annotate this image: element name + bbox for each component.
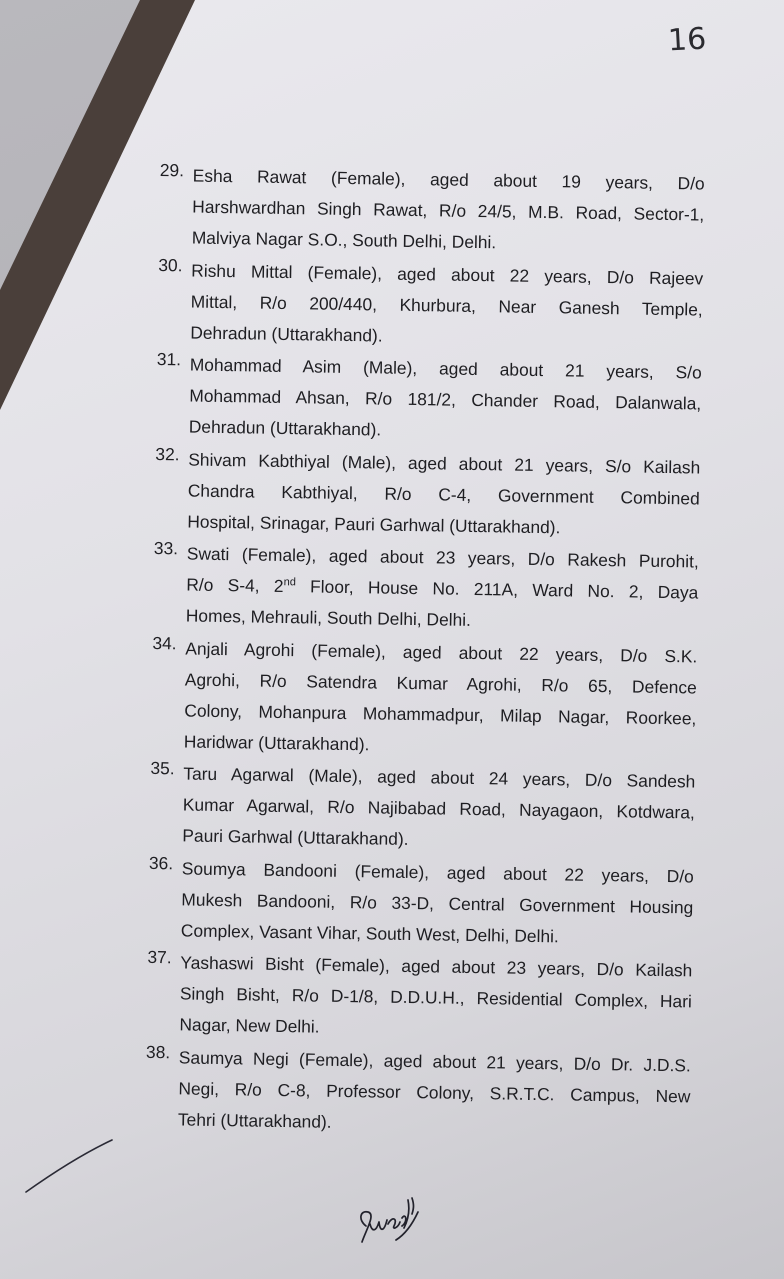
entry-line: Haridwar (Uttarakhand). xyxy=(183,730,370,754)
entry-line: Agrohi, R/o Satendra Kumar Agrohi, R/o 65, Defence xyxy=(184,668,697,697)
entry-line: Mohammad Ahsan, R/o 181/2, Chander Road, Dalanwala, xyxy=(189,385,702,414)
entry-line: Colony, Mohanpura Mohammadpur, Milap Nagar, Roorkee, xyxy=(184,699,697,728)
entry-number: 37. xyxy=(147,946,172,968)
list-item xyxy=(156,349,702,451)
list-item xyxy=(149,758,695,860)
entry-line-start: R/o S-4, 2 xyxy=(186,574,284,596)
entry-line: Pauri Garhwal (Uttarakhand). xyxy=(182,825,409,849)
entry-line: Swati (Female), aged about 23 years, D/o Rakesh Purohit, xyxy=(186,543,699,572)
entry-line: Homes, Mehrauli, South Delhi, Delhi. xyxy=(185,605,472,630)
entry-number: 31. xyxy=(156,348,182,370)
entry-line: Hospital, Srinagar, Pauri Garhwal (Uttarakhand). xyxy=(187,510,561,537)
page-number: 16 xyxy=(667,21,708,59)
entry-line: Kumar Agarwal, R/o Najibabad Road, Nayagaon, Kotdwara, xyxy=(182,794,695,823)
entry-line: Complex, Vasant Vihar, South West, Delhi, Delhi. xyxy=(180,919,559,946)
list-item xyxy=(148,852,694,954)
entry-number: 35. xyxy=(150,757,175,779)
entry-line: Chandra Kabthiyal, R/o C-4, Government Combined xyxy=(187,479,700,509)
entry-list xyxy=(145,160,705,1144)
entry-line: Taru Agarwal (Male), aged about 24 years, D/o Sandesh xyxy=(183,763,696,792)
entry-line: Singh Bisht, R/o D-1/8, D.D.U.H., Residential Complex, Hari xyxy=(179,983,693,1012)
entry-number: 29. xyxy=(159,160,185,181)
entry-line: Soumya Bandooni (Female), aged about 22 years, D/o xyxy=(181,857,694,886)
entry-line: Esha Rawat (Female), aged about 19 years, D/o xyxy=(192,165,705,194)
list-item xyxy=(159,160,705,262)
entry-line: Mohammad Asim (Male), aged about 21 years, S/o xyxy=(189,354,702,383)
entry-number: 34. xyxy=(152,632,177,653)
ordinal-superscript: nd xyxy=(283,576,296,589)
entry-line: Shivam Kabthiyal (Male), aged about 21 years, S/o Kailash xyxy=(188,448,701,478)
entry-number: 30. xyxy=(158,254,183,275)
entry-line: Dehradun (Uttarakhand). xyxy=(190,321,383,346)
entry-line: Yashaswi Bisht (Female), aged about 23 years, D/o Kailash xyxy=(180,952,693,981)
entry-line: Mittal, R/o 200/440, Khurbura, Near Ganesh Temple, xyxy=(190,291,703,320)
list-item xyxy=(145,1041,691,1143)
entry-line: Rishu Mittal (Female), aged about 22 years, D/o Rajeev xyxy=(191,260,704,289)
entry-number: 33. xyxy=(153,537,179,559)
list-item xyxy=(146,947,692,1049)
entry-line: Mukesh Bandooni, R/o 33-D, Central Government Housing xyxy=(181,888,694,917)
entry-number: 38. xyxy=(145,1041,171,1062)
entry-line: Tehri (Uttarakhand). xyxy=(177,1108,332,1132)
list-item xyxy=(153,538,699,640)
entry-number: 36. xyxy=(148,852,174,873)
list-item xyxy=(157,254,703,356)
entry-line: Saumya Negi (Female), aged about 21 years, D/o Dr. J.D.S. xyxy=(178,1046,692,1075)
list-item xyxy=(154,443,700,545)
entry-line: Malviya Nagar S.O., South Delhi, Delhi. xyxy=(191,227,497,253)
entry-line: Negi, R/o C-8, Professor Colony, S.R.T.C. Campus, New xyxy=(178,1077,691,1106)
pen-stroke-mark xyxy=(20,1130,120,1200)
handwritten-signature xyxy=(352,1180,432,1255)
entry-line: Harshwardhan Singh Rawat, R/o 24/5, M.B. Road, Sector-1, xyxy=(192,196,705,225)
entry-line-rest: Floor, House No. 211A, Ward No. 2, Daya xyxy=(295,576,699,603)
entry-line: Anjali Agrohi (Female), aged about 22 years, D/o S.K. xyxy=(185,637,698,666)
entry-number: 32. xyxy=(155,443,180,464)
list-item xyxy=(151,632,698,765)
entry-line: Dehradun (Uttarakhand). xyxy=(188,416,382,440)
entry-line: Nagar, New Delhi. xyxy=(179,1014,320,1037)
